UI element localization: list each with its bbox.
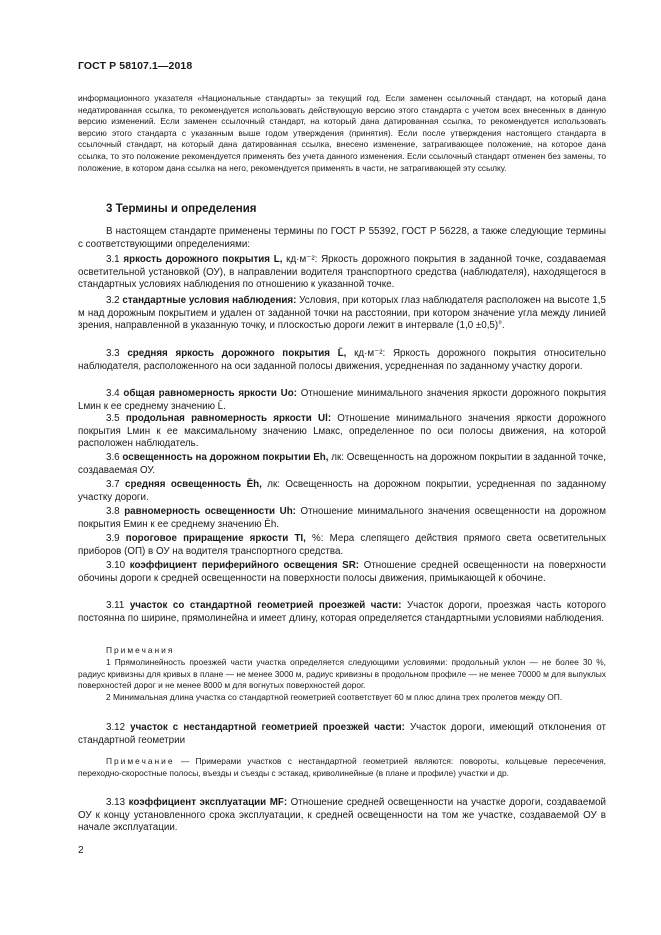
note-text: — Примерами участков с нестандартной геометрией являются: повороты, кольцевые пересечения, переходно-скоростные полосы, въезды и съезды с эстакад, криволинейные (в плане и профиле) участки и др.	[78, 756, 606, 778]
term-name: освещенность на дорожном покрытии Eh,	[122, 452, 329, 463]
term-definition: Участок дороги, проезжая часть которого постоянна по ширине, прямолинейна и имеет длину, которая определяется стандартными условиями наблюдения.	[78, 600, 606, 624]
term-number: 3.3	[106, 348, 120, 359]
term-3-5	[78, 413, 606, 451]
term-name: пороговое приращение яркости TI,	[125, 533, 306, 544]
term-name: продольная равномерность яркости Ul:	[125, 413, 332, 424]
term-number: 3.8	[106, 506, 120, 517]
intro-paragraph: информационного указателя «Национальные стандарты» за текущий год. Если заменен ссылочный стандарт, на который дана недатированная ссылка, то рекомендуется использовать действующую версию этого стандарта с учетом всех внесенных в данную версию изменений. Если заменен ссылочный стандарт, на который дана датированная ссылка, то рекомендуется использовать версию этого стандарта с указанным выше годом утверждения (принятия). Если после утверждения настоящего стандарта в ссылочный стандарт, на который дана датированная ссылка, внесено изменение, затрагивающее положение, на которое дана ссылка, то это положение рекомендуется применять без учета данного изменения. Если ссылочный стандарт отменен без замены, то положение, в котором дана ссылка на него, рекомендуется применять в части, не затрагивающей эту ссылку.	[78, 93, 606, 173]
term-3-4	[78, 388, 606, 413]
note-2: 2 Минимальная длина участка со стандартной геометрией соответствует 60 м плюс длина трех пролетов между ОП.	[106, 692, 563, 702]
term-number: 3.7	[106, 479, 120, 490]
term-definition: кд·м⁻²: Яркость дорожного покрытия относительно наблюдателя, расположенного на оси заданной полосы движения, усредненная по заданному участку дороги.	[78, 348, 606, 372]
term-definition: лк: Освещенность на дорожном покрытии, усредненная по заданному участку дороги.	[78, 479, 606, 503]
term-number: 3.11	[106, 600, 125, 611]
term-definition: Отношение средней освещенности на поверхности обочины дороги к средней освещенности на поверхности полосы движения, примыкающей к обочине.	[78, 560, 606, 584]
section-title: 3 Термины и определения	[106, 203, 257, 215]
term-3-6	[78, 452, 606, 477]
term-3-2	[78, 295, 606, 333]
term-definition: Отношение минимального значения яркости дорожного покрытия Lмин к ее среднему значению L̄.	[78, 388, 607, 412]
term-name: яркость дорожного покрытия L,	[123, 254, 283, 265]
term-definition: лк: Освещенность на дорожном покрытии в заданной точке, создаваемая ОУ.	[78, 452, 606, 476]
notes-title: Примечания	[106, 645, 175, 655]
term-definition: Условия, при которых глаз наблюдателя расположен на высоте 1,5 м над дорожным покрытием и удален от заданной точки на расстоянии, при котором значение угла между линией зрения, направленной в указанную точку, и плоскостью дороги лежит в интервале (1,0 ±0,5)°.	[78, 295, 606, 332]
term-3-3	[78, 348, 606, 373]
document-header: ГОСТ Р 58107.1—2018	[78, 60, 193, 72]
term-3-13	[78, 797, 606, 835]
term-number: 3.2	[106, 295, 120, 306]
term-name: средняя освещенность Ēh,	[125, 479, 262, 490]
term-number: 3.10	[106, 560, 126, 571]
term-3-8	[78, 506, 606, 531]
term-number: 3.13	[106, 797, 126, 808]
page-number: 2	[78, 845, 84, 856]
term-name: равномерность освещенности Uh:	[124, 506, 296, 517]
example-note	[78, 756, 606, 779]
note-label: Примечание	[106, 756, 175, 766]
term-3-11	[78, 600, 606, 625]
note-1: 1 Прямолинейность проезжей части участка определяется следующими условиями: продольный уклон — не более 30 %, радиус кривизны для кривых в плане — не менее 3000 м, радиус кривизны в продольном профиле — не менее 70000 м для выпуклых поверхностей дорог и не менее 8000 м для вогнутых поверхностей дорог.	[78, 657, 606, 691]
term-definition: Отношение минимального значения освещенности на дорожном покрытия Eмин к ее среднему значению Ēh.	[78, 506, 606, 530]
term-definition: Отношение средней освещенности на участке дороги, создаваемой ОУ к концу установленного срока эксплуатации, к средней освещенности на том же участке, создаваемой ОУ в начале эксплуатации.	[78, 797, 606, 834]
term-name: средняя яркость дорожного покрытия L̄,	[127, 348, 347, 359]
term-name: коэффициент периферийного освещения SR:	[129, 560, 360, 571]
term-name: участок с нестандартной геометрией проезжей части:	[130, 722, 405, 733]
term-number: 3.4	[106, 388, 120, 399]
term-3-1	[78, 254, 606, 292]
term-3-12	[78, 722, 606, 747]
term-3-10	[78, 560, 606, 585]
term-number: 3.5	[106, 413, 120, 424]
term-number: 3.12	[106, 722, 126, 733]
term-name: коэффициент эксплуатации MF:	[128, 797, 288, 808]
term-number: 3.1	[106, 254, 120, 265]
term-name: общая равномерность яркости Uo:	[123, 388, 297, 399]
term-name: стандартные условия наблюдения:	[122, 295, 297, 306]
term-definition: Яркость дорожного покрытия в заданной точке, создаваемая осветительной установкой (ОУ), в направлении водителя транспортного средства (наблюдателя), находящегося в стандартных условиях наблюдения по отношению к указанной точке.	[78, 254, 606, 291]
lead-paragraph: В настоящем стандарте применены термины по ГОСТ Р 55392, ГОСТ Р 56228, а также следующие термины с соответствующими определениями:	[78, 226, 606, 250]
term-definition: Отношение минимального значения яркости дорожного покрытия Lмин к ее максимальному значению Lмакс, определенное по оси полосы движения, на которой расположен наблюдатель.	[78, 413, 606, 450]
term-definition: %: Мера слепящего действия прямого света осветительных приборов (ОП) в ОУ на водителя транспортного средства.	[78, 533, 606, 557]
term-name: участок со стандартной геометрией проезжей части:	[129, 600, 402, 611]
term-number: 3.6	[106, 452, 120, 463]
term-3-9	[78, 533, 606, 558]
term-unit: кд·м⁻²:	[282, 254, 318, 265]
term-number: 3.9	[106, 533, 120, 544]
term-3-7	[78, 479, 606, 504]
term-definition: Участок дороги, имеющий отклонения от стандартной геометрии	[78, 722, 606, 746]
